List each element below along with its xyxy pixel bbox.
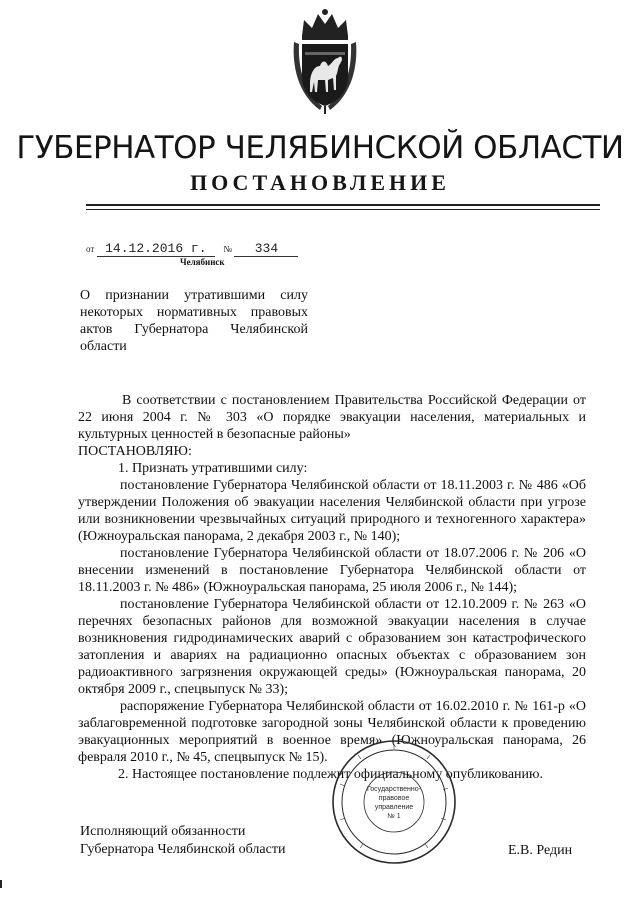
repealed-act-item: постановление Губернатора Челябинской области от 18.07.2006 г. № 206 «О внесении изменений в постановление Губернатора Челябинской области от 18.11.2003 г. № 486» (Южноуральская панорама, 25 июля 2006 г., № 144); bbox=[78, 546, 586, 595]
signatory-position bbox=[80, 823, 285, 859]
item-2-paragraph: 2. Настоящее постановление подлежит официальному опубликованию. bbox=[118, 767, 543, 782]
repealed-act-item: постановление Губернатора Челябинской области от 12.10.2009 г. № 263 «О перечнях безопасных районов для возможной эвакуации населения в случае возникновения гидродинамических аварий с образованием зон катастрофического затопления и авариях на радиационно опасных объектах с образованием зон радиоактивного загрязнения окружающей среды» (Южноуральская панорама, 20 октября 2009 г., спецвыпуск № 33); bbox=[78, 597, 586, 697]
coat-of-arms-emblem bbox=[290, 6, 360, 118]
scan-margin-mark bbox=[0, 880, 2, 888]
issue-city: Челябинск bbox=[180, 257, 225, 267]
signatory-name: Е.В. Редин bbox=[508, 843, 573, 858]
official-stamp bbox=[330, 738, 458, 866]
document-subject: О признании утратившими силу некоторых нормативных правовых актов Губернатора Челябинской области bbox=[80, 288, 308, 354]
number-label: № bbox=[223, 244, 232, 254]
stamp-text: правовое bbox=[378, 795, 410, 802]
repealed-act-item: распоряжение Губернатора Челябинской области от 16.02.2010 г. № 161-р «О заблаговременной подготовке загородной зоны Челябинской области к проведению эвакуационных мероприятий в военное время» (Южноуральская панорама, 26 февраля 2010 г., № 45, спецвыпуск № 15). bbox=[78, 699, 586, 765]
stamp-text: Государственно- bbox=[366, 786, 422, 793]
document-type: ПОСТАНОВЛЕНИЕ bbox=[190, 170, 450, 195]
document-number: 334 bbox=[234, 241, 298, 257]
date-from-label: от bbox=[86, 244, 95, 254]
signatory-position-line: Исполняющий обязанности bbox=[80, 824, 246, 839]
stamp-text: № 1 bbox=[387, 813, 401, 820]
signatory-position-line: Губернатора Челябинской области bbox=[80, 842, 286, 857]
repealed-act-item: постановление Губернатора Челябинской области от 18.11.2003 г. № 486 «Об утверждении Положения об эвакуации населения Челябинской области при угрозе или возникновении чрезвычайных ситуаций природного и техногенного характера» (Южноуральская панорама, 2 декабря 2003 г., № 140); bbox=[78, 478, 586, 544]
preamble-paragraph: В соответствии с постановлением Правительства Российской Федерации от 22 июня 2004 г. № 303 «О порядке эвакуации населения, материальных и культурных ценностей в безопасные районы» bbox=[78, 393, 586, 442]
decree-heading: ПОСТАНОВЛЯЮ: bbox=[78, 444, 192, 459]
stamp-text: управление bbox=[374, 804, 414, 811]
header-divider-thin bbox=[86, 209, 600, 210]
date-number-line bbox=[86, 241, 298, 257]
item-1-heading: 1. Признать утратившими силу: bbox=[118, 461, 308, 476]
document-body bbox=[78, 392, 586, 783]
header-divider bbox=[86, 204, 600, 206]
document-date: 14.12.2016 г. bbox=[97, 241, 215, 257]
governor-title: ГУБЕРНАТОР ЧЕЛЯБИНСКОЙ ОБЛАСТИ bbox=[16, 130, 624, 166]
